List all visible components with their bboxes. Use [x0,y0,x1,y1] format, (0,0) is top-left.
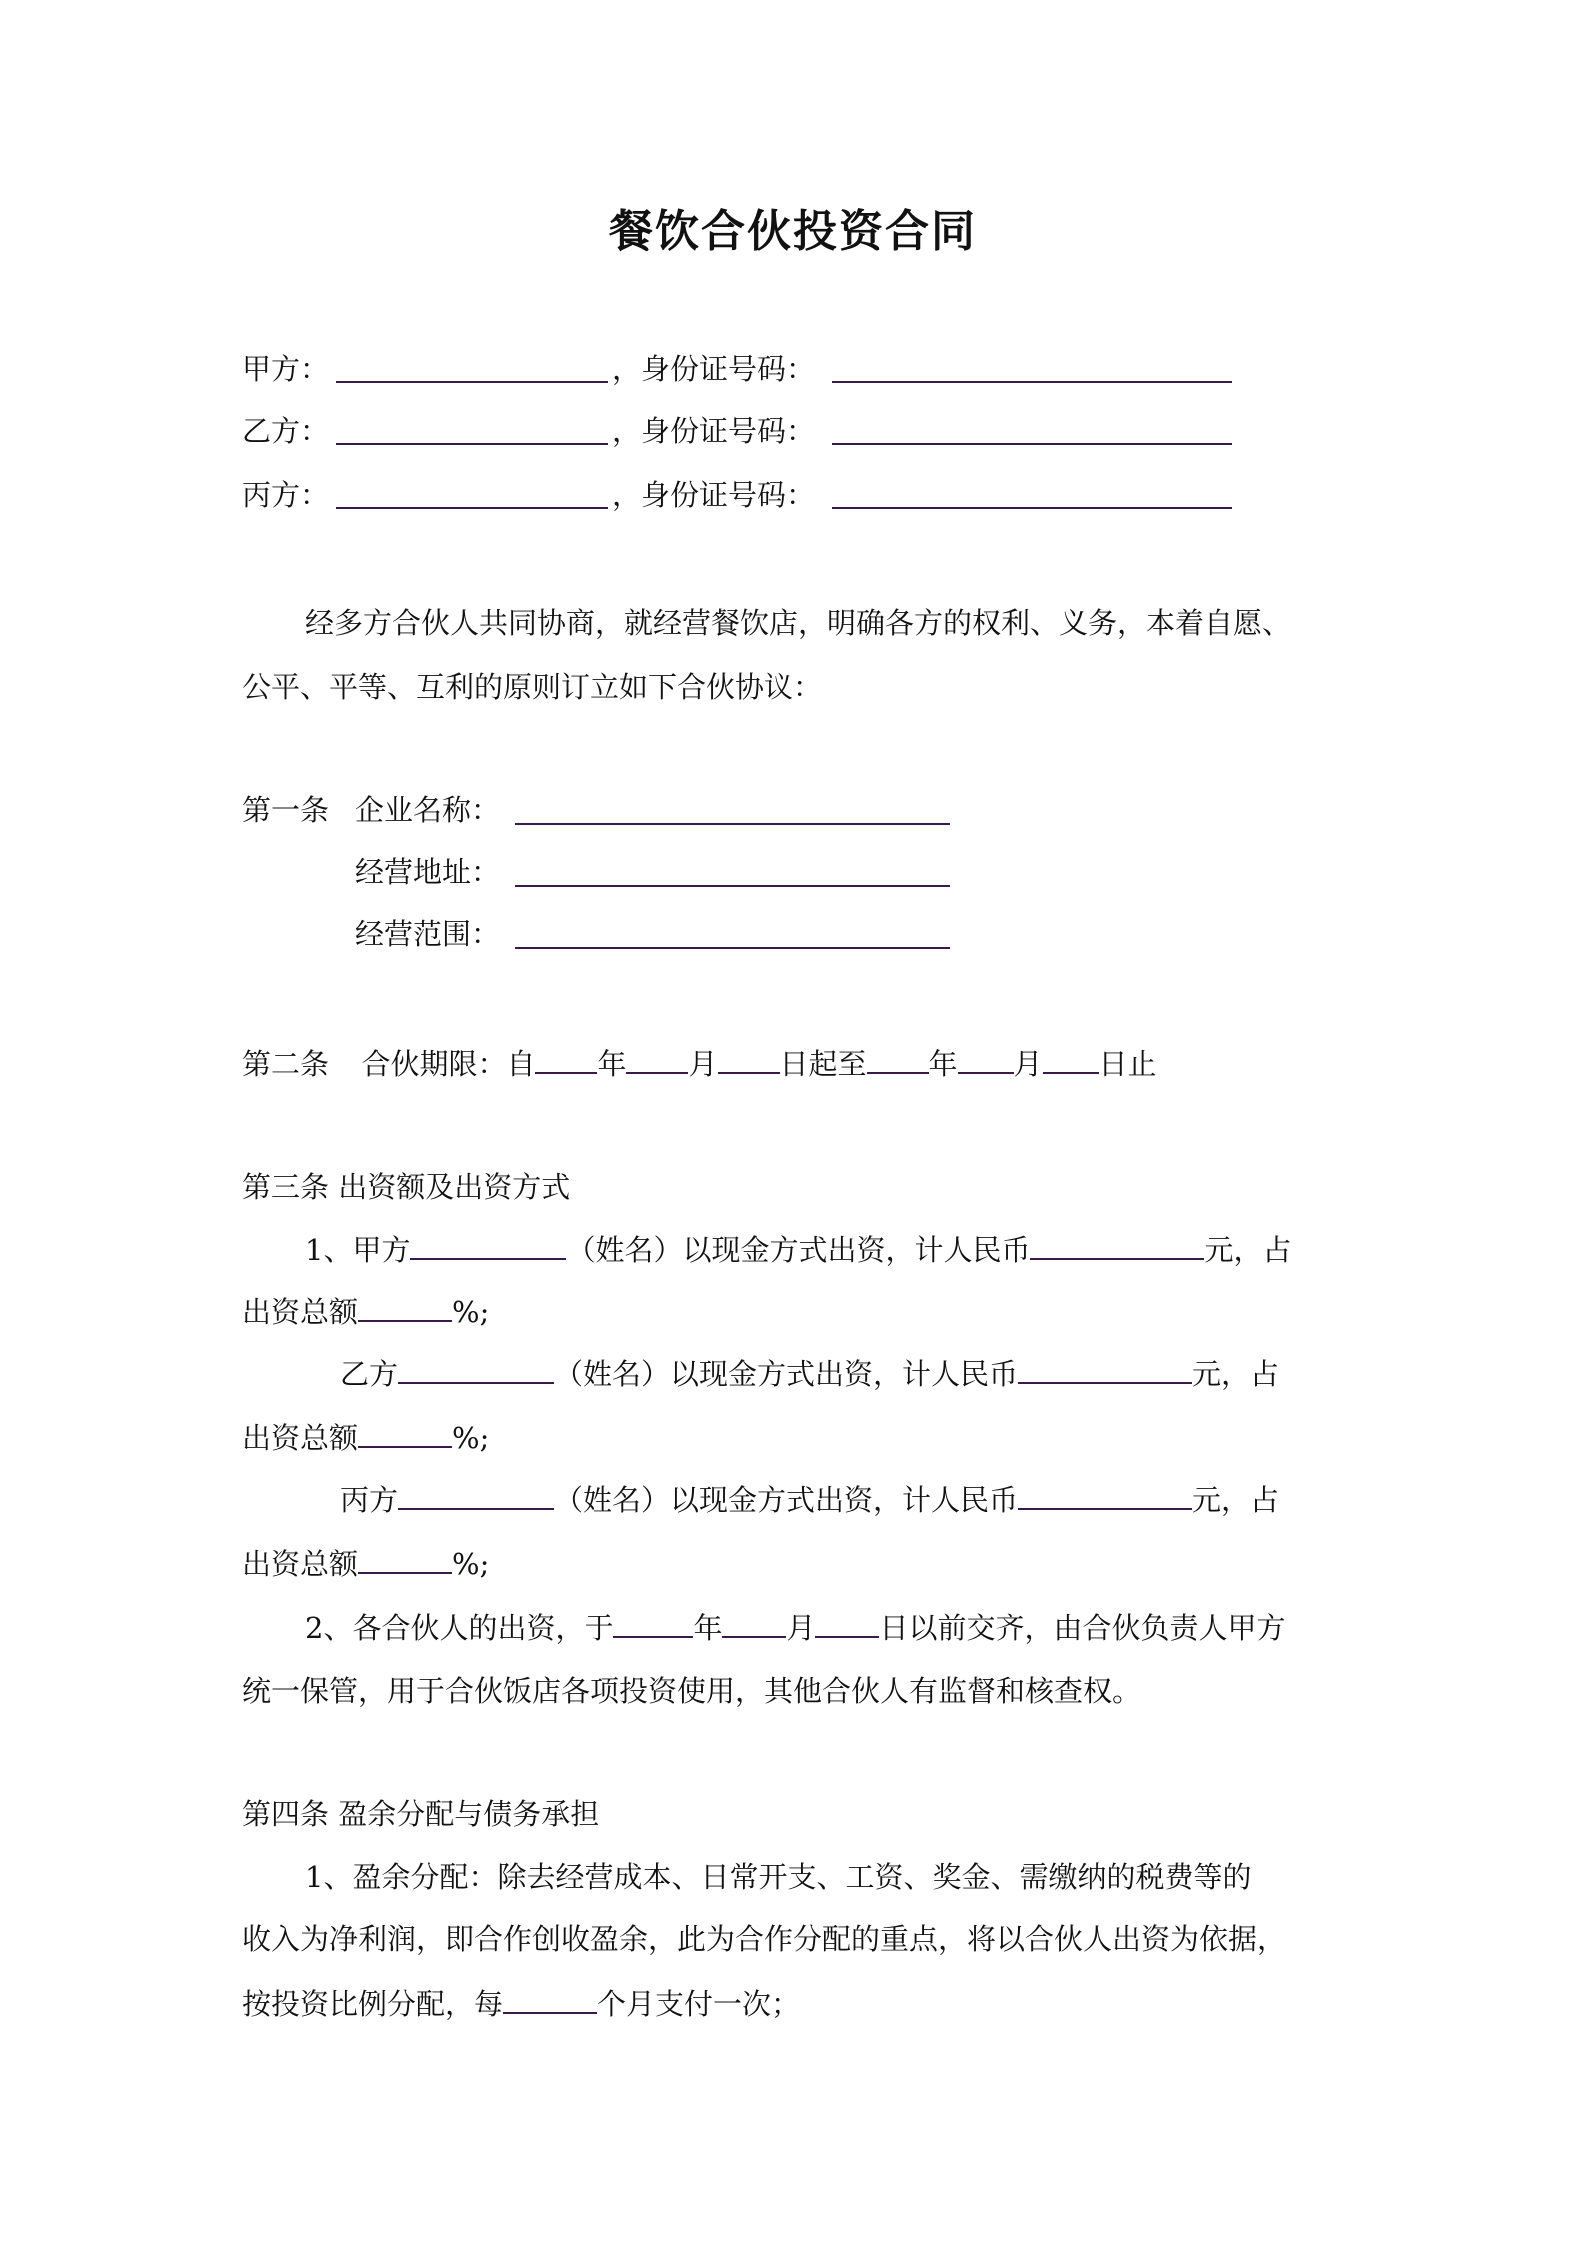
party-label: 甲方： [242,352,330,386]
party-label: 丙方： [242,478,330,512]
contributor-name-blank[interactable] [398,1482,554,1510]
deadline-year-blank[interactable] [613,1610,693,1638]
deadline-month-blank[interactable] [722,1610,786,1638]
party-label: 乙方： [242,414,330,448]
business-scope-blank[interactable] [515,947,950,949]
payment-text: 按投资比例分配，每 [242,1987,504,2021]
id-label: ，身份证号码： [612,414,816,448]
preamble-line: 经多方合伙人共同协商，就经营餐饮店，明确各方的权利、义务，本着自愿、 [305,606,1292,640]
business-scope-label: 经营范围： [355,917,501,951]
term-label: 合伙期限：自 [361,1047,536,1081]
contribution-suffix: 元，占 [1204,1233,1292,1267]
share-line [242,1420,489,1455]
article-2-heading: 第二条 [242,1047,330,1081]
article-4-heading: 第四条 盈余分配与债务承担 [242,1797,600,1831]
contributor-label: 乙方 [340,1357,399,1391]
amount-blank[interactable] [1030,1232,1204,1260]
day-to-label: 日止 [1098,1047,1157,1081]
party-name-blank[interactable] [336,381,608,383]
contribution-line [305,1232,1291,1267]
article-1-heading: 第一条 [242,793,330,827]
id-number-blank[interactable] [832,507,1232,509]
business-address-label: 经营地址： [355,855,501,889]
month-label: 月 [786,1611,816,1645]
amount-blank[interactable] [1018,1482,1192,1510]
document-title: 餐饮合伙投资合同 [609,206,977,257]
deadline-text: 2、各合伙人的出资，于 [305,1611,614,1645]
contribution-line [340,1356,1279,1391]
share-label: 出资总额 [242,1547,359,1581]
percent-blank[interactable] [358,1294,452,1322]
business-address-blank[interactable] [515,885,950,887]
year-label: 年 [597,1047,627,1081]
share-line [242,1546,489,1581]
deadline-day-blank[interactable] [815,1610,879,1638]
share-line [242,1294,489,1329]
article-4-line [242,1986,800,2021]
day-from-label: 日起至 [779,1047,867,1081]
article-3-heading: 第三条 出资额及出资方式 [242,1170,571,1204]
contributor-label: 丙方 [340,1483,399,1517]
id-number-blank[interactable] [832,381,1232,383]
company-name-blank[interactable] [515,823,950,825]
end-year-blank[interactable] [867,1046,929,1074]
deadline-text-end: 日以前交齐，由合伙负责人甲方 [879,1611,1286,1645]
custody-line: 统一保管，用于合伙饭店各项投资使用，其他合伙人有监督和核查权。 [242,1674,1142,1708]
party-name-blank[interactable] [336,443,608,445]
article-2 [242,1046,1157,1081]
percent-sign: %; [452,1421,490,1455]
deadline-line [305,1610,1286,1645]
contribution-text: （姓名）以现金方式出资，计人民币 [554,1357,1019,1391]
contribution-suffix: 元，占 [1192,1483,1280,1517]
share-label: 出资总额 [242,1295,359,1329]
payment-interval-blank[interactable] [503,1986,597,2014]
party-row [242,352,329,386]
contribution-text: （姓名）以现金方式出资，计人民币 [554,1483,1019,1517]
contribution-line [340,1482,1279,1517]
month-label: 月 [688,1047,718,1081]
end-month-blank[interactable] [958,1046,1014,1074]
amount-blank[interactable] [1018,1356,1192,1384]
id-label: ，身份证号码： [612,352,816,386]
payment-text-end: 个月支付一次； [597,1987,801,2021]
article-4-line: 收入为净利润，即合作创收盈余，此为合作分配的重点，将以合伙人出资为依据， [242,1922,1287,1956]
id-label: ，身份证号码： [612,478,816,512]
party-name-blank[interactable] [336,507,608,509]
percent-blank[interactable] [358,1546,452,1574]
preamble-line: 公平、平等、互利的原则订立如下合伙协议： [242,670,823,704]
start-year-blank[interactable] [535,1046,597,1074]
article-4-line: 1、盈余分配：除去经营成本、日常开支、工资、奖金、需缴纳的税费等的 [305,1860,1252,1894]
start-month-blank[interactable] [626,1046,688,1074]
percent-sign: %; [452,1547,490,1581]
contribution-suffix: 元，占 [1192,1357,1280,1391]
party-row [242,478,329,512]
contributor-name-blank[interactable] [410,1232,566,1260]
year-label: 年 [693,1611,723,1645]
contribution-text: （姓名）以现金方式出资，计人民币 [566,1233,1031,1267]
contributor-label: 1、甲方 [305,1233,411,1267]
party-row [242,414,329,448]
percent-sign: %; [452,1295,490,1329]
share-label: 出资总额 [242,1421,359,1455]
month-label: 月 [1013,1047,1043,1081]
start-day-blank[interactable] [718,1046,780,1074]
contributor-name-blank[interactable] [398,1356,554,1384]
percent-blank[interactable] [358,1420,452,1448]
end-day-blank[interactable] [1043,1046,1099,1074]
company-name-label: 企业名称： [355,793,501,827]
year-label: 年 [928,1047,958,1081]
id-number-blank[interactable] [832,443,1232,445]
